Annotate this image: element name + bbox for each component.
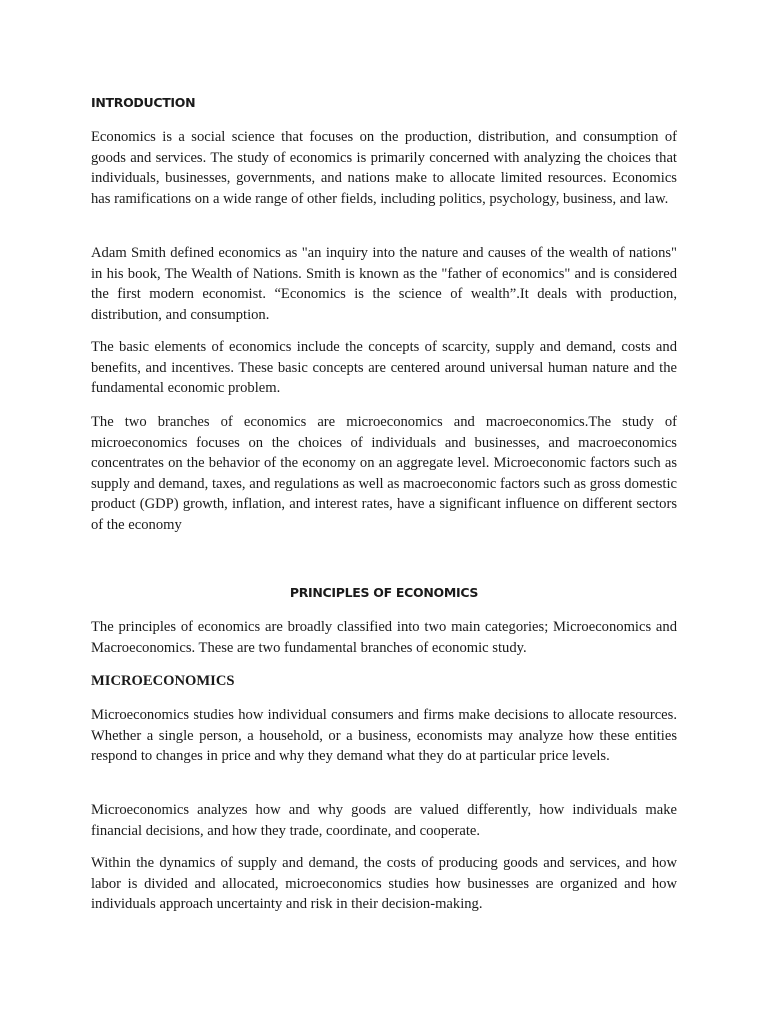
- intro-paragraph-4: The two branches of economics are microeconomics and macroeconomics.The study of microeconomics focuses on the choices of individuals and businesses, and macroeconomics concentrates on the behavior of the economy on an aggregate level. Microeconomic factors such as supply and demand, taxes, and regulations as well as macroeconomic factors such as gross domestic product (GDP) growth, inflation, and interest rates, have a significant influence on different sectors of the economy: [91, 414, 677, 533]
- principles-paragraph: The principles of economics are broadly classified into two main categories; Microeconomics and Macroeconomics. These are two fundamental branches of economic study.: [91, 619, 677, 656]
- principles-heading: PRINCIPLES OF ECONOMICS: [289, 585, 479, 600]
- micro-paragraph-2: Microeconomics analyzes how and why goods are valued differently, how individuals make financial decisions, and how they trade, coordinate, and cooperate.: [91, 802, 677, 839]
- intro-paragraph-2: Adam Smith defined economics as "an inquiry into the nature and causes of the wealth of nations" in his book, The Wealth of Nations. Smith is known as the "father of economics" and is considered the first modern economist. “Economics is the science of wealth”.It deals with production, distribution, and consumption.: [91, 245, 677, 323]
- intro-paragraph-1: Economics is a social science that focuses on the production, distribution, and consumption of goods and services. The study of economics is primarily concerned with analyzing the choices that individuals, businesses, governments, and nations make to allocate limited resources. Economics has ramifications on a wide range of other fields, including politics, psychology, business, and law.: [91, 129, 677, 207]
- micro-paragraph-1: Microeconomics studies how individual consumers and firms make decisions to allocate resources. Whether a single person, a household, or a business, economists may analyze how these entities respond to changes in price and why they demand what they do at particular price levels.: [91, 707, 677, 764]
- introduction-heading: INTRODUCTION: [91, 95, 196, 110]
- intro-paragraph-3: The basic elements of economics include the concepts of scarcity, supply and demand, costs and benefits, and incentives. These basic concepts are centered around universal human nature and the fundamental economic problem.: [91, 339, 677, 396]
- micro-paragraph-3: Within the dynamics of supply and demand, the costs of producing goods and services, and how labor is divided and allocated, microeconomics studies how businesses are organized and how individuals approach uncertainty and risk in their decision-making.: [91, 855, 677, 912]
- microeconomics-heading: MICROECONOMICS: [91, 673, 235, 689]
